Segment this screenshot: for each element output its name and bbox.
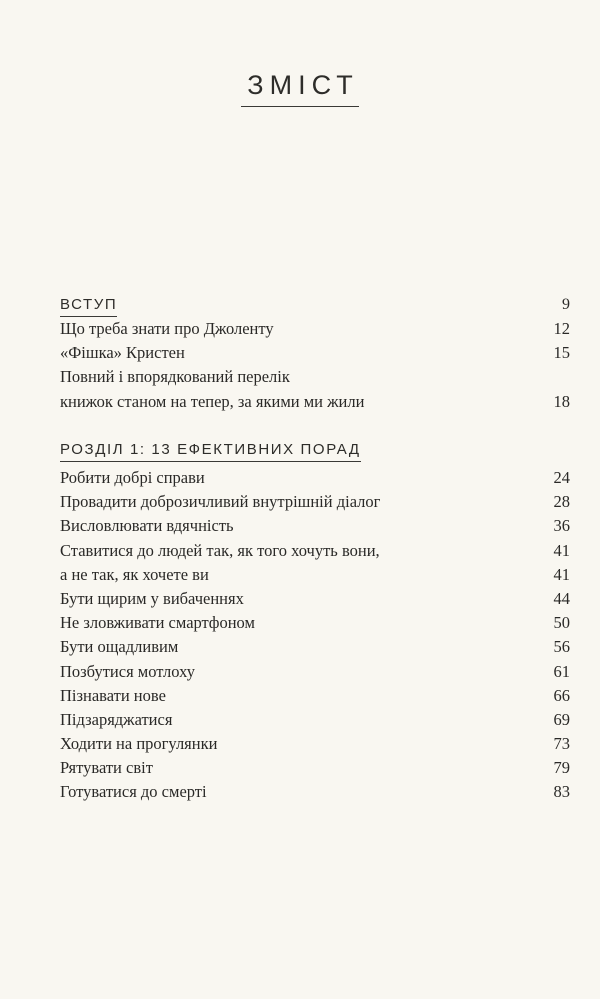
toc-list [60, 466, 570, 805]
toc-entry-page: 83 [553, 782, 570, 802]
toc-entry[interactable] [60, 780, 570, 804]
toc-entry-label: Повний і впорядкований перелік [60, 367, 290, 387]
toc-entry-label: книжок станом на тепер, за якими ми жили [60, 391, 365, 411]
toc-entry[interactable] [60, 341, 570, 365]
toc-entry[interactable] [60, 514, 570, 538]
toc-entry-label: Пізнавати нове [60, 685, 166, 705]
toc-entry-label: Ходити на прогулянки [60, 734, 218, 754]
toc-entry[interactable] [60, 587, 570, 611]
toc-entry-page: 28 [553, 492, 570, 512]
toc-entry-page: 12 [553, 319, 570, 338]
toc-entry[interactable] [60, 317, 570, 341]
toc-entry[interactable] [60, 490, 570, 514]
toc-entry[interactable] [60, 732, 570, 756]
toc-entry-label: Що треба знати про Джоленту [60, 319, 274, 338]
toc-entry[interactable] [60, 635, 570, 659]
toc-entry[interactable] [60, 611, 570, 635]
title-wrap [0, 70, 600, 107]
toc-entry-page: 44 [553, 588, 570, 608]
toc-entry-label: «Фішка» Кристен [60, 343, 185, 363]
toc-entry-page: 18 [553, 391, 570, 411]
toc-entry[interactable] [60, 365, 570, 389]
toc-entry-label: Ставитися до людей так, як того хочуть вони, [60, 540, 380, 560]
toc-entry-label: Бути ощадливим [60, 637, 179, 657]
toc-entry-label: а не так, як хочете ви [60, 564, 209, 584]
section-header [60, 438, 570, 462]
toc-entry-label: Робити добрі справи [60, 468, 205, 487]
toc-entry[interactable] [60, 563, 570, 587]
toc-entry-page: 73 [553, 734, 570, 754]
section-introduction [60, 293, 570, 414]
toc-entry-page: 24 [553, 468, 570, 487]
toc-entry-page: 36 [553, 516, 570, 536]
toc-entry-page: 79 [553, 758, 570, 778]
toc-entry-label: Провадити доброзичливий внутрішній діалог [60, 492, 381, 512]
section-header [60, 293, 570, 317]
toc-entry[interactable] [60, 466, 570, 490]
toc-entry-label: Не зловживати смартфоном [60, 613, 255, 633]
section-chapter-1 [60, 438, 570, 805]
toc-entry-label: Готуватися до смерті [60, 782, 207, 802]
toc-entry-label: Бути щирим у вибаченнях [60, 588, 244, 608]
toc-entry-label: Рятувати світ [60, 758, 153, 778]
toc-entry-page: 69 [553, 709, 570, 729]
page-title: ЗМІСТ [241, 70, 358, 107]
toc-entry[interactable] [60, 684, 570, 708]
toc-entry-label: Підзаряджатися [60, 709, 173, 729]
section-title: ВСТУП [60, 296, 117, 317]
toc-entry-page: 50 [553, 613, 570, 633]
toc-entry-page: 56 [553, 637, 570, 657]
toc-entry-page: 15 [553, 343, 570, 363]
toc-entry[interactable] [60, 708, 570, 732]
toc-entry-page: 61 [553, 661, 570, 681]
toc-entry-page: 66 [553, 685, 570, 705]
toc-entry[interactable] [60, 539, 570, 563]
toc-entry-page: 41 [553, 540, 570, 560]
toc-entry-label: Позбутися мотлоху [60, 661, 195, 681]
section-page-number: 9 [562, 296, 570, 313]
toc-list [60, 317, 570, 414]
toc-entry[interactable] [60, 756, 570, 780]
section-title: РОЗДІЛ 1: 13 ЕФЕКТИВНИХ ПОРАД [60, 441, 361, 462]
toc-entry[interactable] [60, 660, 570, 684]
toc-entry[interactable] [60, 390, 570, 414]
toc-entry-page: 41 [553, 564, 570, 584]
toc-entry-label: Висловлювати вдячність [60, 516, 234, 536]
